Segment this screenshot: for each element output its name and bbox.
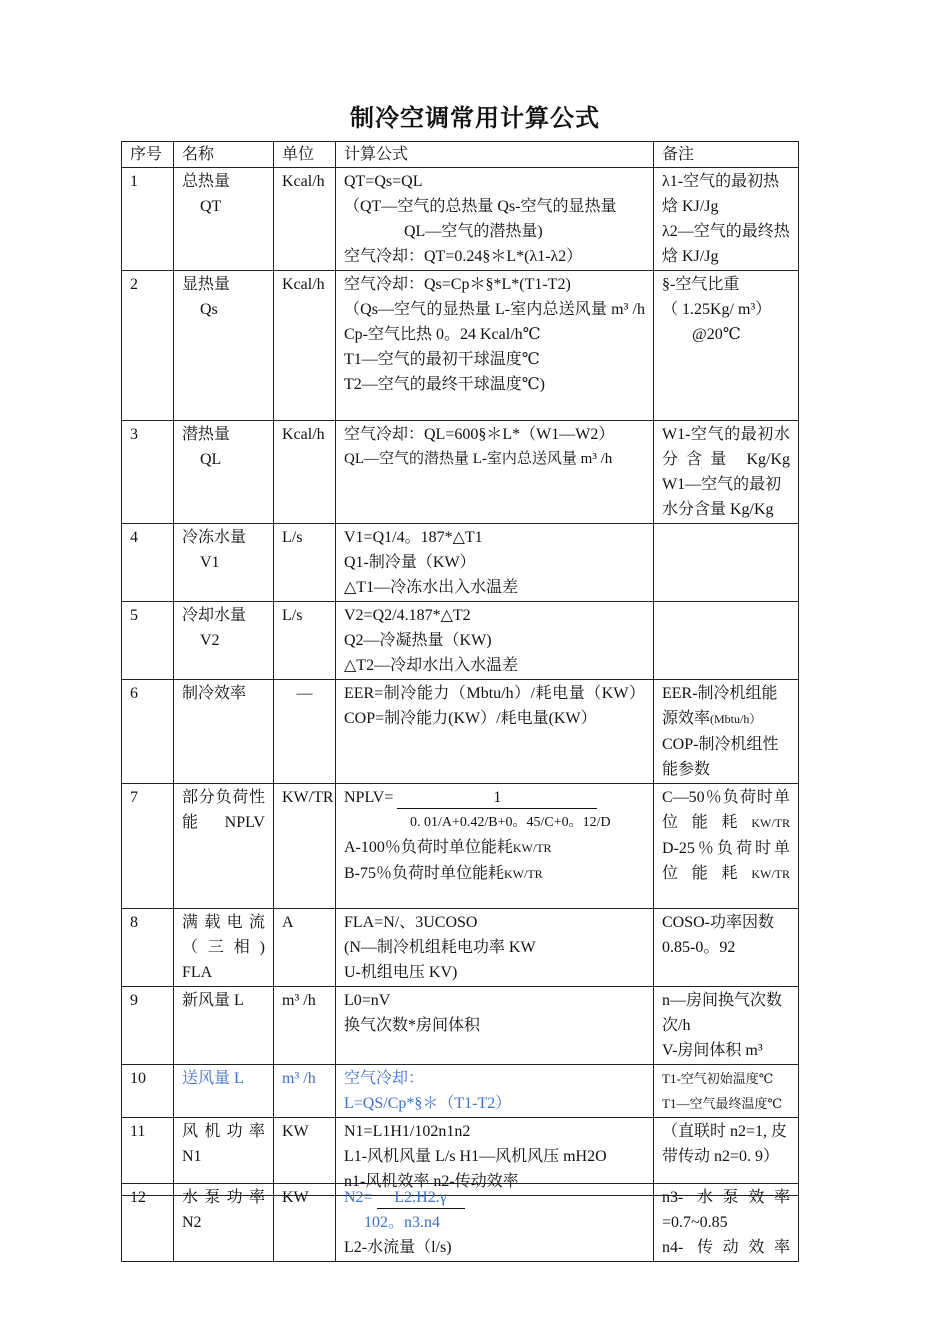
table-row <box>122 1184 799 1262</box>
note-line <box>662 681 790 732</box>
row-formula <box>336 271 654 421</box>
name-text: 风机功率 N1 <box>182 1123 265 1165</box>
note-line: V-房间体积 m³ <box>662 1042 763 1059</box>
formula-line <box>344 1185 645 1210</box>
row-note <box>654 1065 799 1118</box>
table-row <box>122 421 799 524</box>
row-note <box>654 602 799 680</box>
formula-label: N2= <box>344 1189 373 1206</box>
row-note <box>654 784 799 909</box>
row-name <box>174 168 274 271</box>
formula-line: V2=Q2/4.187*△T2 <box>344 607 471 624</box>
formula-line: L0=nV <box>344 992 391 1009</box>
row-no: 9 <box>122 987 174 1065</box>
table-row <box>122 909 799 987</box>
note-line: §-空气比重 <box>662 276 740 293</box>
name-text: 显热量 <box>182 276 231 293</box>
formula-line <box>344 785 645 810</box>
row-unit: L/s <box>274 524 336 602</box>
formula-table <box>121 141 799 1196</box>
formula-line: B-75％负荷时单位能耗KW/TR <box>344 865 543 882</box>
row-unit: Kcal/h <box>274 168 336 271</box>
row-unit: L/s <box>274 602 336 680</box>
formula-line: L2-水流量（l/s) <box>344 1239 452 1256</box>
name-symbol: QL <box>200 451 222 468</box>
formula-line: V1=Q1/4。187*△T1 <box>344 529 483 546</box>
row-formula <box>336 987 654 1065</box>
row-note <box>654 680 799 784</box>
row-name: 新风量 L <box>174 987 274 1065</box>
row-unit: m³ /h <box>274 987 336 1065</box>
table-row <box>122 987 799 1065</box>
row-note <box>654 909 799 987</box>
row-formula <box>336 421 654 524</box>
note-line: 0.85-0。92 <box>662 939 736 956</box>
row-no: 4 <box>122 524 174 602</box>
row-no: 7 <box>122 784 174 909</box>
row-name <box>174 524 274 602</box>
row-note <box>654 1184 799 1262</box>
note-line: T1—空气最终温度℃ <box>662 1096 782 1111</box>
row-note <box>654 271 799 421</box>
row-note <box>654 987 799 1065</box>
note-line: n3- 水泵效率 =0.7~0.85 <box>662 1189 790 1231</box>
row-name <box>174 909 274 987</box>
formula-line: A-100％负荷时单位能耗KW/TR <box>344 839 552 856</box>
name-symbol: V2 <box>200 632 220 649</box>
note-text: EER-制冷机组能源效率 <box>662 685 778 727</box>
note-line: n—房间换气次数次/h <box>662 992 783 1034</box>
row-note <box>654 168 799 271</box>
row-unit: KW <box>274 1184 336 1262</box>
note-line: D-25％负荷时单位能耗KW/TR <box>662 840 790 882</box>
table-row <box>122 784 799 909</box>
formula-line: Q1-制冷量（KW） <box>344 554 476 571</box>
name-text: 满载电流（三相) <box>182 914 265 956</box>
row-unit: KW/TR <box>274 784 336 909</box>
row-no: 6 <box>122 680 174 784</box>
formula-line: FLA=N/、3UCOSO <box>344 914 478 931</box>
name-text: 水泵功率 N2 <box>182 1189 265 1231</box>
row-no: 2 <box>122 271 174 421</box>
formula-line: （QT—空气的总热量 Qs-空气的显热量 <box>344 198 617 215</box>
name-symbol: QT <box>200 198 222 215</box>
formula-line: n1-风机效率 n2-传动效率 <box>344 1173 519 1190</box>
row-unit: Kcal/h <box>274 271 336 421</box>
note-line: @20℃ <box>692 326 741 343</box>
row-note <box>654 524 799 602</box>
fraction-numerator: 1 <box>397 788 597 809</box>
row-no: 12 <box>122 1184 174 1262</box>
formula-line: COP=制冷能力(KW）/耗电量(KW） <box>344 710 597 727</box>
table-row <box>122 271 799 421</box>
note-line: COP-制冷机组性能参数 <box>662 736 779 778</box>
name-text: 冷却水量 <box>182 607 247 624</box>
row-unit: m³ /h <box>274 1065 336 1118</box>
name-symbol: V1 <box>200 554 220 571</box>
row-formula <box>336 909 654 987</box>
formula-line: △T2—冷却水出入水温差 <box>344 657 519 674</box>
row-note <box>654 421 799 524</box>
row-unit: A <box>274 909 336 987</box>
formula-line: Cp-空气比热 0。24 Kcal/h℃ <box>344 326 541 343</box>
note-line: W1-空气的最初水分含量 Kg/Kg <box>662 426 790 468</box>
row-no: 8 <box>122 909 174 987</box>
note-line: W1—空气的最初水分含量 Kg/Kg <box>662 476 782 518</box>
header-no: 序号 <box>122 142 174 168</box>
fraction-numerator: L2.H2.γ <box>377 1188 465 1209</box>
formula-line: N1=L1H1/102n1n2 <box>344 1123 471 1140</box>
row-formula <box>336 524 654 602</box>
formula-line: （Qs—空气的显热量 L-室内总送风量 m³ /h <box>344 301 645 318</box>
table-row <box>122 602 799 680</box>
note-unit: (Mbtu/h） <box>710 712 762 726</box>
formula-line: 空气冷却： <box>344 1070 425 1087</box>
name-symbol: Qs <box>200 301 218 318</box>
row-no: 11 <box>122 1118 174 1196</box>
formula-line: 空气冷却：QT=0.24§＊L*(λ1-λ2） <box>344 248 583 265</box>
row-name <box>174 421 274 524</box>
formula-line: (N—制冷机组耗电功率 KW <box>344 939 536 956</box>
row-formula <box>336 168 654 271</box>
table-row <box>122 680 799 784</box>
formula-line: QL—空气的潜热量) <box>404 223 543 240</box>
row-unit: — <box>274 680 336 784</box>
formula-label: NPLV= <box>344 789 394 806</box>
table-header-row <box>122 142 799 168</box>
note-line: （ 1.25Kg/ m³） <box>662 301 772 318</box>
formula-line: T1—空气的最初干球温度℃ <box>344 351 540 368</box>
header-unit: 单位 <box>274 142 336 168</box>
table-row <box>122 168 799 271</box>
row-no: 10 <box>122 1065 174 1118</box>
row-name <box>174 271 274 421</box>
name-text: 制冷效率 <box>182 685 247 702</box>
formula-line: 空气冷却：QL=600§＊L*（W1—W2） <box>344 426 615 443</box>
name-text: 部分负荷性能 NPLV <box>182 789 265 831</box>
table-row <box>122 524 799 602</box>
formula-line: L=QS/Cp*§＊（T1-T2） <box>344 1095 512 1112</box>
formula-line: L1-风机风量 L/s H1—风机风压 mH2O <box>344 1148 607 1165</box>
note-line: T1-空气初始温度℃ <box>662 1071 774 1086</box>
row-formula <box>336 784 654 909</box>
note-line: λ2—空气的最终热焓 KJ/Jg <box>662 223 790 265</box>
header-note: 备注 <box>654 142 799 168</box>
formula-line: QT=Qs=QL <box>344 173 423 190</box>
formula-line: Q2—冷凝热量（KW) <box>344 632 492 649</box>
name-symbol: FLA <box>182 964 213 981</box>
fraction-denominator: 0. 01/A+0.42/B+0。45/C+0。12/D <box>410 815 611 830</box>
row-formula <box>336 602 654 680</box>
row-formula <box>336 1065 654 1118</box>
row-formula <box>336 680 654 784</box>
page-title: 制冷空调常用计算公式 <box>350 104 600 132</box>
row-no: 1 <box>122 168 174 271</box>
note-line: C—50％负荷时单位能耗KW/TR <box>662 789 790 831</box>
formula-line: U-机组电压 KV) <box>344 964 458 981</box>
note-line: λ1-空气的最初热焓 KJ/Jg <box>662 173 780 215</box>
row-no: 3 <box>122 421 174 524</box>
formula-line: △T1—冷冻水出入水温差 <box>344 579 519 596</box>
header-formula: 计算公式 <box>336 142 654 168</box>
row-unit: Kcal/h <box>274 421 336 524</box>
row-formula <box>336 1184 654 1262</box>
formula-line: T2—空气的最终干球温度℃) <box>344 376 546 393</box>
row-no: 5 <box>122 602 174 680</box>
note-line: COSO-功率因数 <box>662 914 775 931</box>
formula-line: QL—空气的潜热量 L-室内总送风量 m³ /h <box>344 451 613 467</box>
row-name <box>174 680 274 784</box>
name-text: 冷冻水量 <box>182 529 247 546</box>
row-name <box>174 1184 274 1262</box>
name-text: 潜热量 <box>182 426 231 443</box>
note-line: n4- 传动效率 <box>662 1239 790 1256</box>
formula-line: 换气次数*房间体积 <box>344 1017 481 1034</box>
formula-table-continued <box>121 1183 799 1262</box>
row-unit: KW <box>274 1118 336 1196</box>
formula-line: 空气冷却：Qs=Cp＊§*L*(T1-T2) <box>344 276 571 293</box>
row-name <box>174 602 274 680</box>
name-text: 总热量 <box>182 173 231 190</box>
formula-line: EER=制冷能力（Mbtu/h）/耗电量（KW） <box>344 685 645 702</box>
fraction-denominator: 102。n3.n4 <box>364 1214 441 1231</box>
row-name: 送风量 L <box>174 1065 274 1118</box>
row-name <box>174 784 274 909</box>
header-name: 名称 <box>174 142 274 168</box>
table-row <box>122 1065 799 1118</box>
row-note: （直联时 n2=1, 皮带传动 n2=0. 9） <box>654 1118 799 1196</box>
